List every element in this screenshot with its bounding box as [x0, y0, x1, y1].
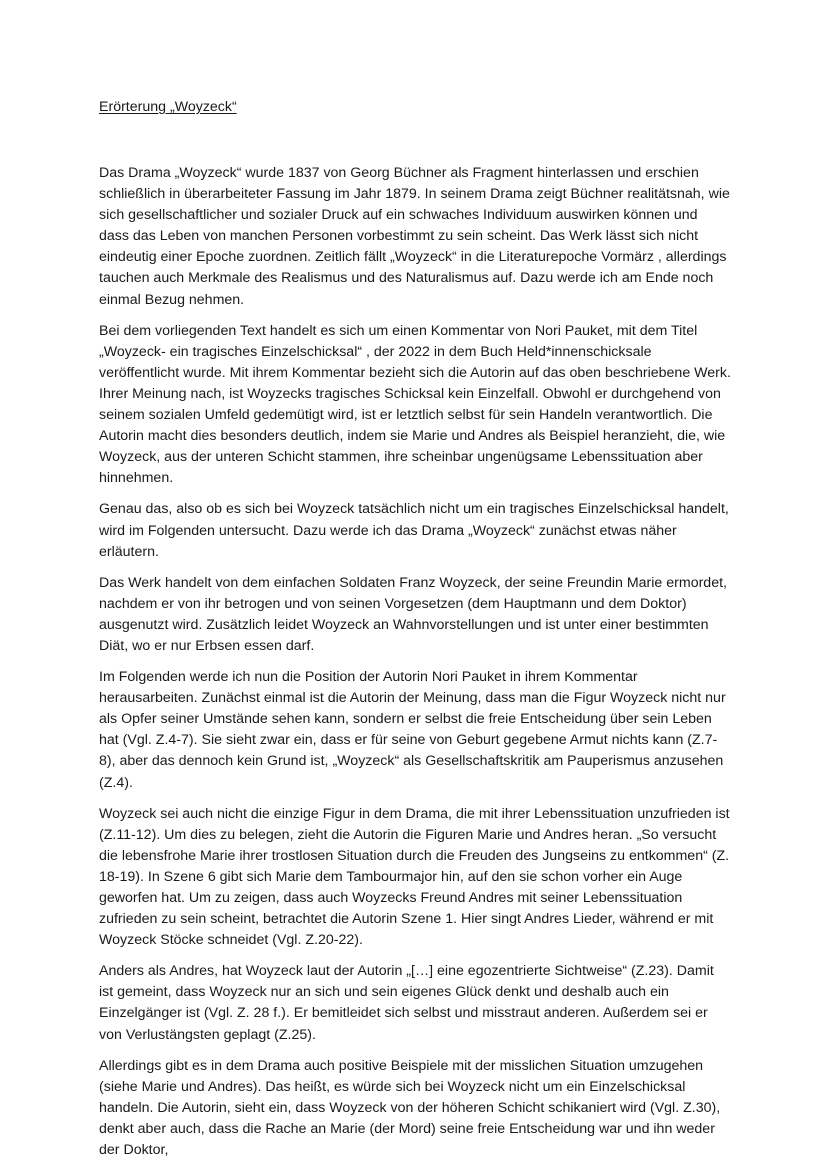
- paragraph-question: Genau das, also ob es sich bei Woyzeck tatsächlich nicht um ein tragisches Einzelschicksal handelt, wird im Folgenden untersucht. Dazu werde ich das Drama „Woyzeck“ zunächst etwas näher erläutern.: [99, 501, 729, 560]
- paragraph-figures: Woyzeck sei auch nicht die einzige Figur in dem Drama, die mit ihrer Lebenssituation unzufrieden ist (Z.11-12). Um dies zu belegen, zieht die Autorin die Figuren Marie und Andres heran. „So versucht die lebensfrohe Marie ihrer trostlosen Situation durch die Freuden des Jungseins zu entkommen“ (Z. 18-19). In Szene 6 gibt sich Marie dem Tambourmajor hin, auf den sie schon vorher ein Auge geworfen hat. Um zu zeigen, dass auch Woyzecks Freund Andres mit seiner Lebenssituation zufrieden zu sein scheint, betrachtet die Autorin Szene 1. Hier singt Andres Lieder, während er mit Woyzeck Stöcke schneidet (Vgl. Z.20-22).: [99, 805, 730, 949]
- paragraph-position: Im Folgenden werde ich nun die Position der Autorin Nori Pauket in ihrem Kommentar herausarbeiten. Zunächst einmal ist die Autorin der Meinung, dass man die Figur Woyzeck nicht nur als Opfer seiner Umstände sehen kann, sondern er selbst die freie Entscheidung über sein Leben hat (Vgl. Z.4-7). Sie sieht zwar ein, dass er für seine von Geburt gegebene Armut nichts kann (Z.7-8), aber das dennoch kein Grund ist, „Woyzeck“ als Gesellschaftskritik am Pauperismus anzusehen (Z.4).: [99, 669, 726, 791]
- paragraph-conclusion: Allerdings gibt es in dem Drama auch positive Beispiele mit der misslichen Situation umzugehen (siehe Marie und Andres). Das heißt, es würde sich bei Woyzeck nicht um ein Einzelschicksal handeln. Die Autorin, sieht ein, dass Woyzeck von der höheren Schicht schikaniert wird (Vgl. Z.30), denkt aber auch, dass die Rache an Marie (der Mord) seine freie Entscheidung war und ihn weder der Doktor,: [99, 1057, 721, 1159]
- document-title: Erörterung „Woyzeck“: [99, 99, 237, 115]
- paragraph-egocentric: Anders als Andres, hat Woyzeck laut der Autorin „[…] eine egozentrierte Sichtweise“ (Z.23). Damit ist gemeint, dass Woyzeck nur an sich und sein eigenes Glück denkt und deshalb auch ein Einzelgänger ist (Vgl. Z. 28 f.). Er bemitleidet sich selbst und misstraut anderen. Außerdem sei er von Verlustängsten geplagt (Z.25).: [99, 963, 714, 1043]
- paragraph-intro: Das Drama „Woyzeck“ wurde 1837 von Georg Büchner als Fragment hinterlassen und erschien schließlich in überarbeiteter Fassung im Jahr 1879. In seinem Drama zeigt Büchner realitätsnah, wie sich gesellschaftlicher und sozialer Druck auf ein schwaches Individuum auswirken können und dass das Leben von manchen Personen vorbestimmt zu sein scheint. Das Werk lässt sich nicht eindeutig einer Epoche zuordnen. Zeitlich fällt „Woyzeck“ in die Literaturepoche Vormärz , allerdings tauchen auch Merkmale des Realismus und des Naturalismus auf. Dazu werde ich am Ende noch einmal Bezug nehmen.: [99, 165, 730, 308]
- document-body: [99, 163, 731, 1171]
- paragraph-text-info: Bei dem vorliegenden Text handelt es sich um einen Kommentar von Nori Pauket, mit dem Titel „Woyzeck- ein tragisches Einzelschicksal“ , der 2022 in dem Buch Held*innenschicksale veröffentlicht wurde. Mit ihrem Kommentar bezieht sich die Autorin auf das oben beschriebene Werk. Ihrer Meinung nach, ist Woyzecks tragisches Schicksal kein Einzelfall. Obwohl er durchgehend von seinem sozialen Umfeld gedemütigt wird, ist er letztlich selbst für sein Handeln verantwortlich. Die Autorin macht dies besonders deutlich, indem sie Marie und Andres als Beispiel heranzieht, die, wie Woyzeck, aus der unteren Schicht stammen, ihre scheinbar ungenügsame Lebenssituation aber hinnehmen.: [99, 322, 731, 487]
- paragraph-summary: Das Werk handelt von dem einfachen Soldaten Franz Woyzeck, der seine Freundin Marie ermordet, nachdem er von ihr betrogen und von seinen Vorgesetzen (dem Hauptmann und dem Doktor) ausgenutzt wird. Zusätzlich leidet Woyzeck an Wahnvorstellungen und ist unter einer bestimmten Diät, wo er nur Erbsen essen darf.: [99, 574, 727, 654]
